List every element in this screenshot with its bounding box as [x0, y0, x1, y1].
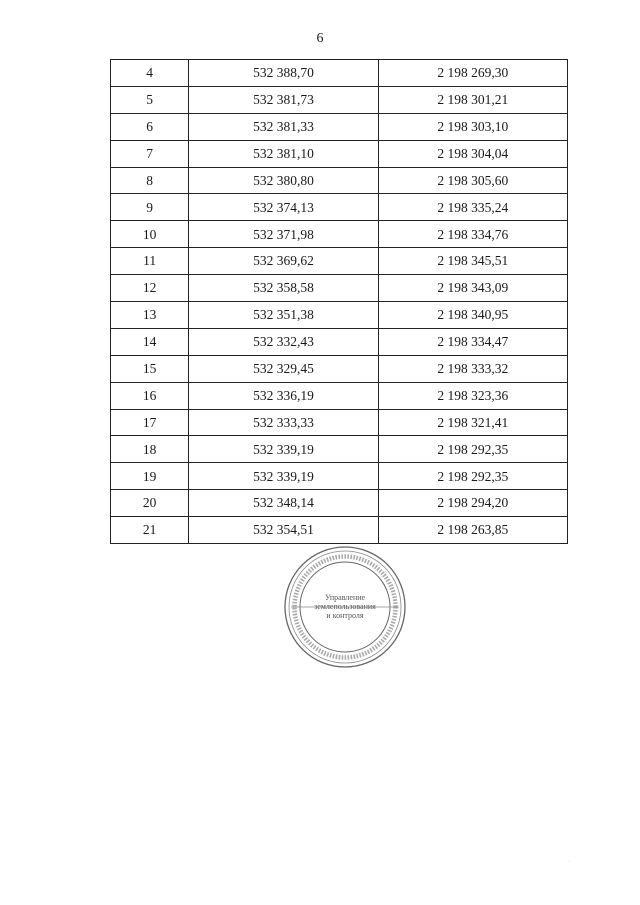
stamp-line-1: Управление — [324, 593, 366, 602]
point-number-cell: 4 — [111, 60, 189, 87]
x-coordinate-cell: 532 354,51 — [189, 517, 378, 544]
x-coordinate-cell: 532 348,14 — [189, 490, 378, 517]
point-number-cell: 7 — [111, 140, 189, 167]
point-number-cell: 14 — [111, 328, 189, 355]
table-row — [111, 113, 568, 140]
x-coordinate-cell: 532 369,62 — [189, 248, 378, 275]
x-coordinate-cell: 532 332,43 — [189, 328, 378, 355]
table-row — [111, 302, 568, 329]
table-row — [111, 409, 568, 436]
x-coordinate-cell: 532 381,73 — [189, 86, 378, 113]
point-number-cell: 11 — [111, 248, 189, 275]
point-number-cell: 9 — [111, 194, 189, 221]
point-number-cell: 20 — [111, 490, 189, 517]
x-coordinate-cell: 532 333,33 — [189, 409, 378, 436]
table-row — [111, 436, 568, 463]
stamp-text — [301, 593, 389, 620]
y-coordinate-cell: 2 198 301,21 — [378, 86, 567, 113]
y-coordinate-cell: 2 198 345,51 — [378, 248, 567, 275]
table-row — [111, 248, 568, 275]
point-number-cell: 19 — [111, 463, 189, 490]
point-number-cell: 21 — [111, 517, 189, 544]
table-row — [111, 517, 568, 544]
table-row — [111, 328, 568, 355]
table-row — [111, 382, 568, 409]
y-coordinate-cell: 2 198 343,09 — [378, 275, 567, 302]
y-coordinate-cell: 2 198 263,85 — [378, 517, 567, 544]
y-coordinate-cell: 2 198 303,10 — [378, 113, 567, 140]
table-row — [111, 275, 568, 302]
y-coordinate-cell: 2 198 335,24 — [378, 194, 567, 221]
y-coordinate-cell: 2 198 323,36 — [378, 382, 567, 409]
x-coordinate-cell: 532 371,98 — [189, 221, 378, 248]
stamp-line-2: землепользования — [314, 602, 376, 611]
table-row — [111, 140, 568, 167]
x-coordinate-cell: 532 339,19 — [189, 436, 378, 463]
point-number-cell: 18 — [111, 436, 189, 463]
point-number-cell: 13 — [111, 302, 189, 329]
coordinates-table — [110, 59, 568, 544]
point-number-cell: 10 — [111, 221, 189, 248]
y-coordinate-cell: 2 198 269,30 — [378, 60, 567, 87]
x-coordinate-cell: 532 351,38 — [189, 302, 378, 329]
x-coordinate-cell: 532 388,70 — [189, 60, 378, 87]
page-number: 6 — [316, 31, 324, 46]
y-coordinate-cell: 2 198 334,76 — [378, 221, 567, 248]
point-number-cell: 8 — [111, 167, 189, 194]
table-row — [111, 194, 568, 221]
table-row — [111, 490, 568, 517]
point-number-cell: 5 — [111, 86, 189, 113]
point-number-cell: 6 — [111, 113, 189, 140]
y-coordinate-cell: 2 198 340,95 — [378, 302, 567, 329]
y-coordinate-cell: 2 198 304,04 — [378, 140, 567, 167]
y-coordinate-cell: 2 198 321,41 — [378, 409, 567, 436]
x-coordinate-cell: 532 339,19 — [189, 463, 378, 490]
table-row — [111, 60, 568, 87]
y-coordinate-cell: 2 198 333,32 — [378, 355, 567, 382]
y-coordinate-cell: 2 198 292,35 — [378, 436, 567, 463]
y-coordinate-cell: 2 198 334,47 — [378, 328, 567, 355]
table-row — [111, 355, 568, 382]
x-coordinate-cell: 532 381,10 — [189, 140, 378, 167]
x-coordinate-cell: 532 374,13 — [189, 194, 378, 221]
x-coordinate-cell: 532 336,19 — [189, 382, 378, 409]
point-number-cell: 17 — [111, 409, 189, 436]
official-stamp — [283, 545, 407, 669]
x-coordinate-cell: 532 381,33 — [189, 113, 378, 140]
corner-mark: · — [568, 859, 570, 865]
table-row — [111, 86, 568, 113]
table-row — [111, 221, 568, 248]
stamp-line-3: и контроля — [326, 611, 364, 620]
table-row — [111, 463, 568, 490]
table-row — [111, 167, 568, 194]
point-number-cell: 15 — [111, 355, 189, 382]
x-coordinate-cell: 532 380,80 — [189, 167, 378, 194]
point-number-cell: 12 — [111, 275, 189, 302]
x-coordinate-cell: 532 329,45 — [189, 355, 378, 382]
y-coordinate-cell: 2 198 294,20 — [378, 490, 567, 517]
y-coordinate-cell: 2 198 292,35 — [378, 463, 567, 490]
point-number-cell: 16 — [111, 382, 189, 409]
x-coordinate-cell: 532 358,58 — [189, 275, 378, 302]
coordinates-table-body — [111, 60, 568, 544]
y-coordinate-cell: 2 198 305,60 — [378, 167, 567, 194]
